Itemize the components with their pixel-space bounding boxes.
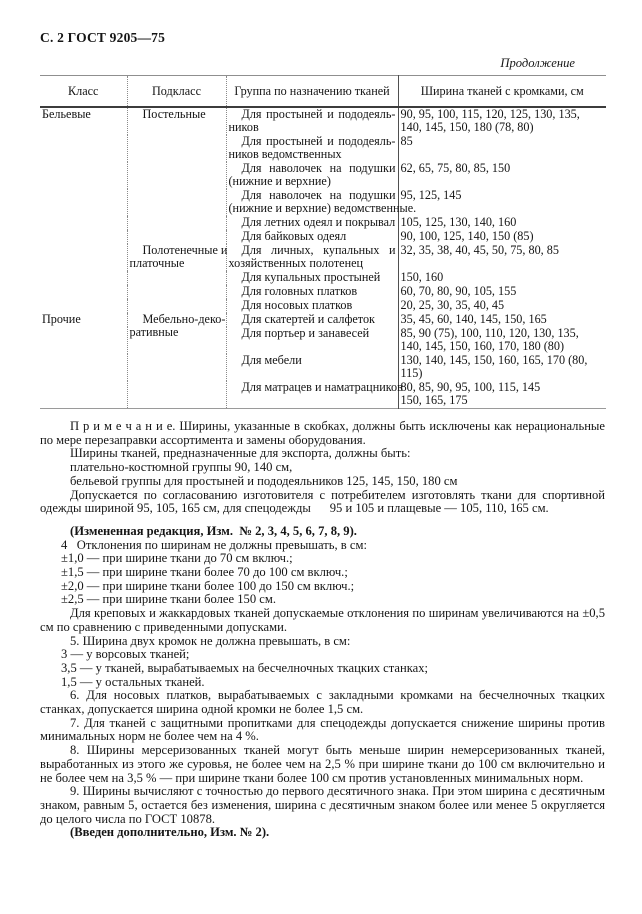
cell-text bbox=[229, 354, 396, 367]
cell-line: 62, 65, 75, 80, 85, 150 bbox=[400, 161, 511, 175]
cell-text bbox=[229, 299, 396, 312]
width-cell bbox=[398, 189, 606, 216]
width-cell bbox=[398, 162, 606, 189]
column-header-group: Группа по назначению тканей bbox=[226, 76, 398, 108]
cell-line: 90, 100, 125, 140, 150 (85) bbox=[400, 229, 534, 243]
table-row bbox=[40, 313, 606, 327]
subclass-cell bbox=[127, 107, 226, 244]
group-cell bbox=[226, 216, 398, 230]
cell-line: 95, 125, 145 bbox=[400, 188, 462, 202]
cell-line: ративные bbox=[129, 325, 179, 339]
cell-line: Для байковых одеял bbox=[241, 229, 347, 243]
width-cell bbox=[398, 135, 606, 162]
group-cell bbox=[226, 107, 398, 135]
continuation-label: Продолжение bbox=[500, 56, 575, 70]
cell-text bbox=[229, 313, 396, 326]
column-header-class: Класс bbox=[68, 84, 99, 98]
note-paragraph: 7. Для тканей с защитными пропитками для спецодежды допускается снижение ширины против минимальных норм не более чем на 4 %. bbox=[40, 715, 605, 744]
cell-line: Для купальных простыней bbox=[241, 270, 381, 284]
cell-text bbox=[401, 108, 605, 134]
cell-text bbox=[401, 189, 605, 202]
table-header-row bbox=[40, 76, 606, 108]
width-cell bbox=[398, 285, 606, 299]
cell-text bbox=[401, 216, 605, 229]
cell-text bbox=[401, 327, 605, 353]
cell-line: хозяйственных полотенец bbox=[228, 256, 364, 270]
note-paragraph: 3,5 — у тканей, вырабатываемых на бесчелночных ткацких станках; bbox=[61, 660, 429, 675]
width-cell bbox=[398, 327, 606, 354]
cell-text bbox=[401, 244, 605, 257]
cell-line: Для головных платков bbox=[241, 284, 358, 298]
note-paragraph: плательно-костюмной группы 90, 140 см, bbox=[70, 460, 293, 475]
cell-line: (нижние и верхние) ведомственные. bbox=[228, 201, 417, 215]
note-paragraph: бельевой группы для простыней и пододеяльников 125, 145, 150, 180 см bbox=[70, 473, 458, 488]
note-paragraph: 3 — у ворсовых тканей; bbox=[61, 647, 190, 662]
cell-line: 140, 145, 150, 160, 170, 180 (80) bbox=[400, 339, 565, 353]
group-cell bbox=[226, 313, 398, 327]
width-cell bbox=[398, 381, 606, 409]
class-cell: Бельевые bbox=[42, 107, 91, 121]
note-paragraph: 9. Ширины вычисляют с точностью до первого десятичного знака. При этом ширина с десятичным знаком, равным 5, остается без изменения, ширина с десятичным знаком более или менее 5 округляется до целого числа по ГОСТ 10878. bbox=[40, 784, 605, 826]
table-row bbox=[40, 107, 606, 135]
cell-text bbox=[229, 162, 396, 188]
width-cell bbox=[398, 107, 606, 135]
note-paragraph: 6. Для носовых платков, вырабатываемых с закладными кромками на бесчелночных ткацких станках, допускается ширина одной кромки не более 1,5 см. bbox=[40, 688, 605, 717]
note-paragraph: ±2,5 — при ширине ткани более 150 см. bbox=[61, 592, 276, 607]
cell-line: Для портьер и занавесей bbox=[241, 326, 370, 340]
note-paragraph: 8. Ширины мерсеризованных тканей могут быть меньше ширин немерсеризованных тканей, выработанных из этого же суровья, не более чем на 2,5 % при ширине ткани до 100 см включительно и не более чем на 3,5 % — при ширине ткани более 100 см против установленных минимальных норм. bbox=[40, 743, 605, 785]
group-cell bbox=[226, 299, 398, 313]
cell-text bbox=[130, 313, 224, 339]
cell-text bbox=[229, 380, 403, 394]
cell-line: 130, 140, 145, 150, 160, 165, 170 (80, bbox=[400, 353, 588, 367]
cell-text bbox=[229, 327, 396, 340]
cell-line: Для летних одеял и покрывал bbox=[241, 215, 396, 229]
cell-line: Полотенечные и bbox=[142, 243, 228, 257]
cell-line: (нижние и верхние) bbox=[228, 174, 331, 188]
cell-line: Для простыней и пододеяль- bbox=[241, 134, 396, 148]
cell-text bbox=[229, 285, 396, 298]
cell-text bbox=[229, 216, 396, 229]
cell-text bbox=[229, 244, 396, 270]
cell-text bbox=[401, 313, 605, 326]
table-body bbox=[40, 107, 606, 409]
cell-line: платочные bbox=[129, 256, 185, 270]
cell-line: 32, 35, 38, 40, 45, 50, 75, 80, 85 bbox=[400, 243, 559, 257]
cell-text bbox=[401, 381, 605, 407]
cell-text bbox=[129, 243, 228, 270]
width-cell bbox=[398, 354, 606, 381]
width-cell bbox=[398, 230, 606, 244]
note-paragraph: Допускается по согласованию изготовителя с потребителем изготовлять ткани для спортивной одежды шириной 95, 105, 165 см, для спецодежды 95 и 105 и плащевые — 105, 110, 165 см. bbox=[40, 487, 605, 516]
cell-line: Для скатертей и салфеток bbox=[241, 312, 375, 326]
cell-line: Для носовых платков bbox=[241, 298, 353, 312]
note-paragraph: 4 Отклонения по ширинам не должны превышать, в см: bbox=[61, 537, 367, 552]
note-paragraph: (Измененная редакция, Изм. № 2, 3, 4, 5, 6, 7, 8, 9). bbox=[70, 523, 357, 538]
subclass-cell bbox=[127, 244, 226, 313]
cell-line: 115) bbox=[400, 366, 423, 380]
note-paragraph: Ширины тканей, предназначенные для экспорта, должны быть: bbox=[70, 446, 411, 461]
cell-text bbox=[401, 135, 605, 148]
width-cell bbox=[398, 216, 606, 230]
cell-text bbox=[229, 108, 396, 134]
group-cell bbox=[226, 271, 398, 285]
group-cell bbox=[226, 244, 398, 271]
subclass-cell bbox=[127, 313, 226, 409]
group-cell bbox=[226, 162, 398, 189]
group-cell bbox=[226, 188, 417, 216]
cell-line: 35, 45, 60, 140, 145, 150, 165 bbox=[400, 312, 547, 326]
cell-text bbox=[229, 135, 396, 161]
cell-line: ников bbox=[228, 120, 259, 134]
cell-line: 140, 145, 150, 180 (78, 80) bbox=[400, 120, 534, 134]
group-cell bbox=[226, 354, 398, 381]
cell-text bbox=[229, 271, 396, 284]
table-row bbox=[40, 244, 606, 271]
class-cell: Прочие bbox=[42, 312, 81, 326]
cell-line: 90, 95, 100, 115, 120, 125, 130, 135, bbox=[400, 107, 580, 121]
cell-line: 80, 85, 90, 95, 100, 115, 145 bbox=[400, 380, 541, 394]
width-cell bbox=[398, 271, 606, 285]
column-header-subclass: Подкласс bbox=[127, 76, 226, 108]
cell-line: 20, 25, 30, 35, 40, 45 bbox=[400, 298, 505, 312]
note-paragraph: ±1,0 — при ширине ткани до 70 см включ.; bbox=[61, 551, 293, 566]
cell-line: 60, 70, 80, 90, 105, 155 bbox=[400, 284, 517, 298]
note-paragraph: (Введен дополнительно, Изм. № 2). bbox=[70, 825, 270, 840]
cell-line: 105, 125, 130, 140, 160 bbox=[400, 215, 517, 229]
cell-text bbox=[401, 354, 605, 380]
cell-text bbox=[401, 230, 605, 243]
cell-line: Для простыней и пододеяль- bbox=[241, 107, 396, 121]
cell-line: Постельные bbox=[142, 107, 206, 121]
cell-text bbox=[228, 188, 417, 215]
note-paragraph: 1,5 — у остальных тканей. bbox=[61, 674, 205, 689]
class-cell bbox=[40, 244, 127, 313]
cell-text bbox=[401, 299, 605, 312]
cell-line: Для личных, купальных и bbox=[241, 243, 396, 257]
note-paragraph: П р и м е ч а н и е. Ширины, указанные в скобках, должны быть исключены как нерациональные по мере перезаправки ассортимента и замены оборудования. bbox=[40, 419, 605, 447]
notes-section bbox=[40, 420, 605, 840]
cell-text bbox=[401, 162, 605, 175]
cell-line: Для матрацев и наматрацников bbox=[241, 380, 403, 394]
width-cell bbox=[398, 313, 606, 327]
fabric-width-table bbox=[40, 75, 606, 409]
group-cell bbox=[226, 380, 403, 409]
cell-line: ников ведомственных bbox=[228, 147, 342, 161]
width-cell bbox=[398, 244, 606, 271]
cell-text bbox=[401, 285, 605, 298]
column-header-width: Ширина тканей с кромками, см bbox=[398, 76, 606, 108]
cell-text bbox=[229, 230, 396, 243]
cell-line: Мебельно-деко- bbox=[142, 312, 226, 326]
cell-text bbox=[401, 271, 605, 284]
cell-line: Для наволочек на подушки bbox=[241, 188, 396, 202]
width-cell bbox=[398, 299, 606, 313]
note-paragraph: ±1,5 — при ширине ткани более 70 до 100 см включ.; bbox=[61, 565, 348, 580]
cell-line: 150, 160 bbox=[400, 270, 444, 284]
note-paragraph: 5. Ширина двух кромок не должна превышать, в см: bbox=[70, 633, 351, 648]
note-paragraph: Для креповых и жаккардовых тканей допускаемые отклонения по ширинам увеличиваются на ±0,5 см по сравнению с приведенными допусками. bbox=[40, 606, 605, 634]
cell-line: Для мебели bbox=[241, 353, 302, 367]
cell-line: 85, 90 (75), 100, 110, 120, 130, 135, bbox=[400, 326, 579, 340]
group-cell bbox=[226, 135, 398, 162]
cell-text bbox=[130, 108, 224, 121]
page-title: С. 2 ГОСТ 9205—75 bbox=[40, 30, 166, 45]
group-cell bbox=[226, 230, 398, 244]
cell-line: 150, 165, 175 bbox=[400, 393, 468, 407]
cell-line: 85 bbox=[400, 134, 413, 148]
group-cell bbox=[226, 285, 398, 299]
note-paragraph: ±2,0 — при ширине ткани более 100 до 150 см включ.; bbox=[61, 578, 355, 593]
group-cell bbox=[226, 327, 398, 354]
cell-line: Для наволочек на подушки bbox=[241, 161, 396, 175]
